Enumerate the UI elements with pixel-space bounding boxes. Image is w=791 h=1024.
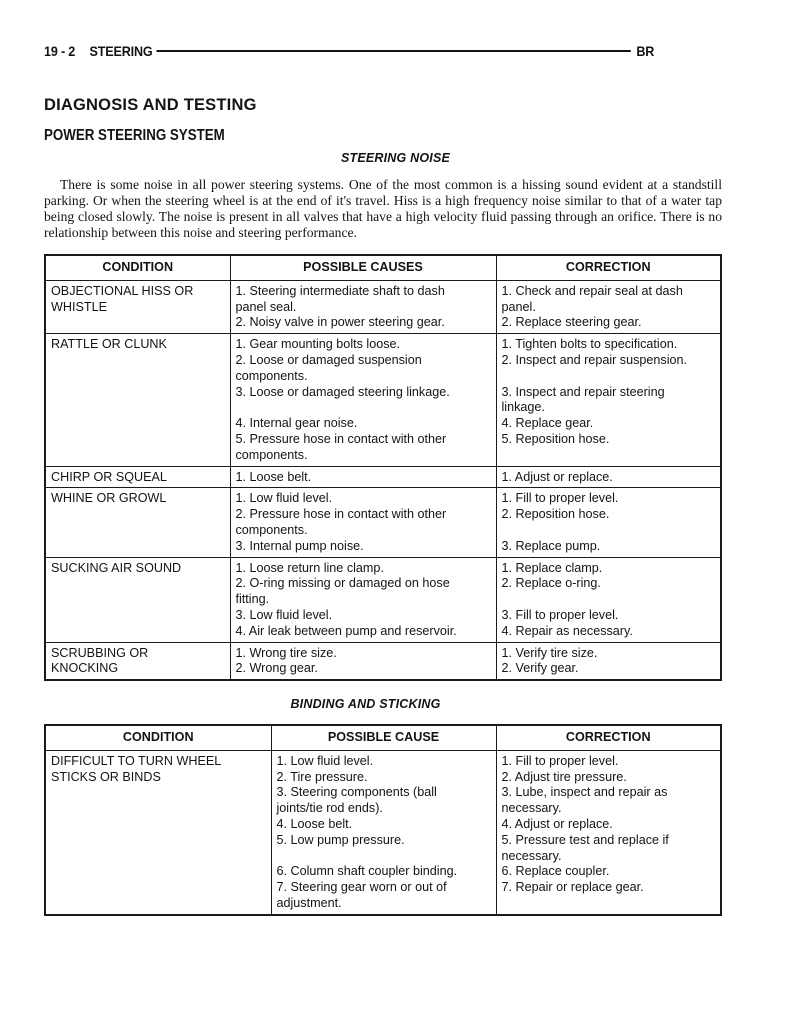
correction-line: 1. Replace clamp. bbox=[501, 560, 603, 575]
causes-line: 4. Air leak between pump and reservoir. bbox=[235, 623, 457, 638]
correction-line: necessary. bbox=[501, 848, 562, 863]
causes-line: 1. Loose belt. bbox=[235, 469, 312, 484]
column-header-condition: CONDITION bbox=[45, 725, 271, 750]
binding-sticking-heading: BINDING AND STICKING bbox=[290, 697, 441, 711]
causes-line: 4. Internal gear noise. bbox=[235, 416, 358, 431]
correction-line: 2. Replace steering gear. bbox=[501, 315, 642, 330]
column-header-correction: CORRECTION bbox=[496, 725, 721, 750]
condition-line: WHISTLE bbox=[51, 299, 107, 314]
correction-line: 1. Adjust or replace. bbox=[501, 469, 613, 484]
causes-cell bbox=[271, 750, 496, 914]
causes-line: 3. Low fluid level. bbox=[235, 607, 333, 622]
correction-line bbox=[502, 523, 715, 539]
main-heading: DIAGNOSIS AND TESTING bbox=[44, 96, 257, 114]
causes-line: 3. Loose or damaged steering linkage. bbox=[235, 384, 450, 399]
causes-line: panel seal. bbox=[235, 299, 297, 314]
correction-line: panel. bbox=[501, 299, 536, 314]
section-title: STEERING bbox=[89, 43, 153, 59]
condition-line: KNOCKING bbox=[51, 661, 119, 676]
causes-cell bbox=[230, 642, 496, 680]
condition-line: RATTLE OR CLUNK bbox=[51, 337, 167, 352]
correction-line: 3. Replace pump. bbox=[501, 538, 601, 553]
steering-noise-table bbox=[44, 254, 722, 681]
table-header-row bbox=[45, 255, 721, 280]
correction-line: 4. Repair as necessary. bbox=[501, 623, 633, 638]
correction-cell bbox=[496, 466, 721, 488]
correction-line: 1. Check and repair seal at dash bbox=[501, 283, 683, 298]
correction-line: 1. Fill to proper level. bbox=[501, 491, 619, 506]
causes-line: 2. O-ring missing or damaged on hose bbox=[235, 576, 450, 591]
condition-cell bbox=[45, 750, 271, 914]
correction-line bbox=[502, 896, 715, 912]
condition-cell bbox=[45, 280, 230, 333]
causes-line: 5. Low pump pressure. bbox=[276, 832, 405, 847]
correction-line: 4. Replace gear. bbox=[501, 416, 594, 431]
causes-line: 2. Pressure hose in contact with other bbox=[235, 507, 447, 522]
correction-line: 1. Tighten bolts to specification. bbox=[501, 337, 678, 352]
correction-line bbox=[502, 448, 715, 464]
causes-cell bbox=[230, 557, 496, 642]
correction-line bbox=[502, 369, 715, 385]
table-row bbox=[45, 642, 721, 680]
condition-line: STICKS OR BINDS bbox=[51, 769, 161, 784]
table-row bbox=[45, 557, 721, 642]
correction-line: 3. Inspect and repair steering bbox=[501, 384, 665, 399]
causes-cell bbox=[230, 488, 496, 557]
causes-line bbox=[236, 400, 490, 416]
causes-line: 1. Low fluid level. bbox=[235, 491, 333, 506]
causes-line: 7. Steering gear worn or out of bbox=[276, 880, 447, 895]
column-header-causes: POSSIBLE CAUSES bbox=[230, 255, 496, 280]
correction-line bbox=[502, 592, 715, 608]
header-rule bbox=[156, 50, 631, 52]
table-row bbox=[45, 334, 721, 466]
causes-line: 1. Low fluid level. bbox=[276, 753, 374, 768]
table-row bbox=[45, 466, 721, 488]
causes-line: 1. Gear mounting bolts loose. bbox=[235, 337, 401, 352]
correction-line: 1. Fill to proper level. bbox=[501, 753, 619, 768]
binding-sticking-table bbox=[44, 724, 722, 916]
condition-cell bbox=[45, 466, 230, 488]
correction-line: 2. Adjust tire pressure. bbox=[501, 769, 627, 784]
condition-line: SUCKING AIR SOUND bbox=[51, 560, 182, 575]
system-heading: POWER STEERING SYSTEM bbox=[44, 127, 225, 144]
intro-paragraph: There is some noise in all power steering systems. One of the most common is a hissing sound evident at a standstill parking. Or when the steering wheel is at the end of it's travel. Hiss is a high frequency noise similar to that of a water tap being closed slowly. The noise is present in all valves that have a high velocity fluid passing through an orifice. There is no relationship between this noise and steering performance. bbox=[44, 177, 722, 240]
causes-line: 2. Loose or damaged suspension bbox=[235, 352, 422, 367]
causes-line: 3. Internal pump noise. bbox=[235, 538, 364, 553]
correction-line: 6. Replace coupler. bbox=[501, 864, 610, 879]
condition-line: OBJECTIONAL HISS OR bbox=[51, 283, 194, 298]
causes-line: fitting. bbox=[235, 592, 270, 607]
correction-cell bbox=[496, 334, 721, 466]
correction-cell bbox=[496, 488, 721, 557]
correction-line: 2. Inspect and repair suspension. bbox=[501, 352, 688, 367]
correction-line: 2. Reposition hose. bbox=[501, 507, 610, 522]
causes-line: 6. Column shaft coupler binding. bbox=[276, 864, 458, 879]
causes-line: adjustment. bbox=[276, 895, 342, 910]
correction-line: 2. Replace o-ring. bbox=[501, 576, 601, 591]
correction-cell bbox=[496, 642, 721, 680]
correction-line: linkage. bbox=[501, 400, 545, 415]
steering-noise-heading: STEERING NOISE bbox=[340, 151, 451, 165]
column-header-correction: CORRECTION bbox=[496, 255, 721, 280]
correction-cell bbox=[496, 280, 721, 333]
table-row bbox=[45, 488, 721, 557]
binding-sticking-table-body bbox=[45, 750, 721, 914]
condition-line: DIFFICULT TO TURN WHEEL bbox=[51, 753, 222, 768]
causes-line: 2. Noisy valve in power steering gear. bbox=[235, 315, 445, 330]
causes-line: 1. Loose return line clamp. bbox=[235, 560, 384, 575]
correction-line: 1. Verify tire size. bbox=[501, 645, 598, 660]
column-header-condition: CONDITION bbox=[45, 255, 230, 280]
causes-cell bbox=[230, 334, 496, 466]
page-number: 19 - 2 bbox=[44, 43, 76, 59]
correction-cell bbox=[496, 750, 721, 914]
correction-line: 3. Lube, inspect and repair as bbox=[501, 785, 668, 800]
condition-cell bbox=[45, 488, 230, 557]
condition-cell bbox=[45, 557, 230, 642]
causes-cell bbox=[230, 280, 496, 333]
column-header-cause: POSSIBLE CAUSE bbox=[271, 725, 496, 750]
correction-line: necessary. bbox=[501, 801, 562, 816]
causes-line bbox=[277, 849, 490, 865]
causes-line: components. bbox=[235, 447, 308, 462]
correction-line: 2. Verify gear. bbox=[501, 661, 579, 676]
condition-line: CHIRP OR SQUEAL bbox=[51, 469, 167, 484]
causes-line: components. bbox=[235, 522, 308, 537]
causes-line: 2. Tire pressure. bbox=[276, 769, 368, 784]
correction-line: 5. Pressure test and replace if bbox=[501, 832, 669, 847]
correction-cell bbox=[496, 557, 721, 642]
causes-line: 2. Wrong gear. bbox=[235, 661, 318, 676]
table-row bbox=[45, 750, 721, 914]
causes-line: 3. Steering components (ball bbox=[276, 785, 437, 800]
causes-line: 4. Loose belt. bbox=[276, 816, 353, 831]
condition-line: SCRUBBING OR bbox=[51, 645, 149, 660]
causes-line: joints/tie rod ends). bbox=[276, 801, 383, 816]
correction-line: 3. Fill to proper level. bbox=[501, 607, 619, 622]
correction-line: 5. Reposition hose. bbox=[501, 431, 610, 446]
condition-cell bbox=[45, 334, 230, 466]
causes-line: components. bbox=[235, 368, 308, 383]
causes-line: 5. Pressure hose in contact with other bbox=[235, 431, 447, 446]
condition-line: WHINE OR GROWL bbox=[51, 491, 167, 506]
running-head bbox=[44, 42, 654, 60]
causes-line: 1. Steering intermediate shaft to dash bbox=[235, 283, 445, 298]
correction-line: 7. Repair or replace gear. bbox=[501, 880, 644, 895]
model-code: BR bbox=[636, 43, 655, 59]
condition-cell bbox=[45, 642, 230, 680]
steering-noise-table-body bbox=[45, 280, 721, 680]
causes-line: 1. Wrong tire size. bbox=[235, 645, 337, 660]
table-row bbox=[45, 280, 721, 333]
table-header-row bbox=[45, 725, 721, 750]
causes-cell bbox=[230, 466, 496, 488]
correction-line: 4. Adjust or replace. bbox=[501, 816, 613, 831]
